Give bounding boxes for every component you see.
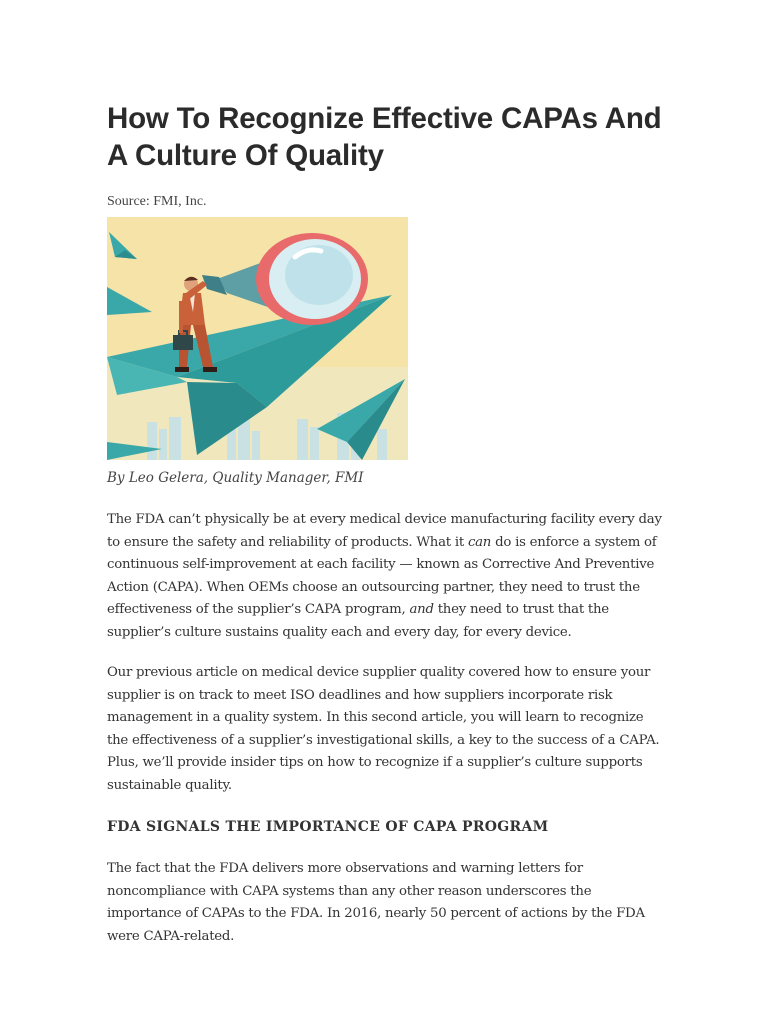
paragraph-fda-observations: The fact that the FDA delivers more observations and warning letters for noncompliance with CAPA systems than any other reason underscores the importance of CAPAs to the FDA. In 2016, nearly 50 percent of actions by the FDA were CAPA-related. <box>107 861 645 944</box>
article-source: Source: FMI, Inc. <box>107 194 207 209</box>
paragraph-intro: The FDA can’t physically be at every medical device manufacturing facility every day to ensure the safety and reliability of products. What it can do is enforce a system of continuous self-improvement at each facility — known as Corrective And Preventive Action (CAPA). When OEMs choose an outsourcing partner, they need to trust the effectiveness of the supplier’s CAPA program, and they need to trust that the supplier’s culture sustains quality each and every day, for every device. <box>107 512 662 640</box>
article-title: How To Recognize Effective CAPAs And A Culture Of Quality <box>107 102 662 172</box>
article <box>107 100 667 948</box>
hero-illustration <box>107 217 408 460</box>
paragraph-previous-article: Our previous article on medical device supplier quality covered how to ensure your supplier is on track to meet ISO deadlines and how suppliers incorporate risk management in a quality system. In this second article, you will learn to recognize the effectiveness of a supplier’s investigational skills, a key to the success of a CAPA. Plus, we’ll provide insider tips on how to recognize if a supplier’s culture supports sustainable quality. <box>107 665 660 793</box>
section-heading: FDA SIGNALS THE IMPORTANCE OF CAPA PROGRAM <box>107 819 549 835</box>
emphasis-and: and <box>409 602 434 617</box>
emphasis-can: can <box>467 534 492 550</box>
article-byline: By Leo Gelera, Quality Manager, FMI <box>107 470 364 486</box>
